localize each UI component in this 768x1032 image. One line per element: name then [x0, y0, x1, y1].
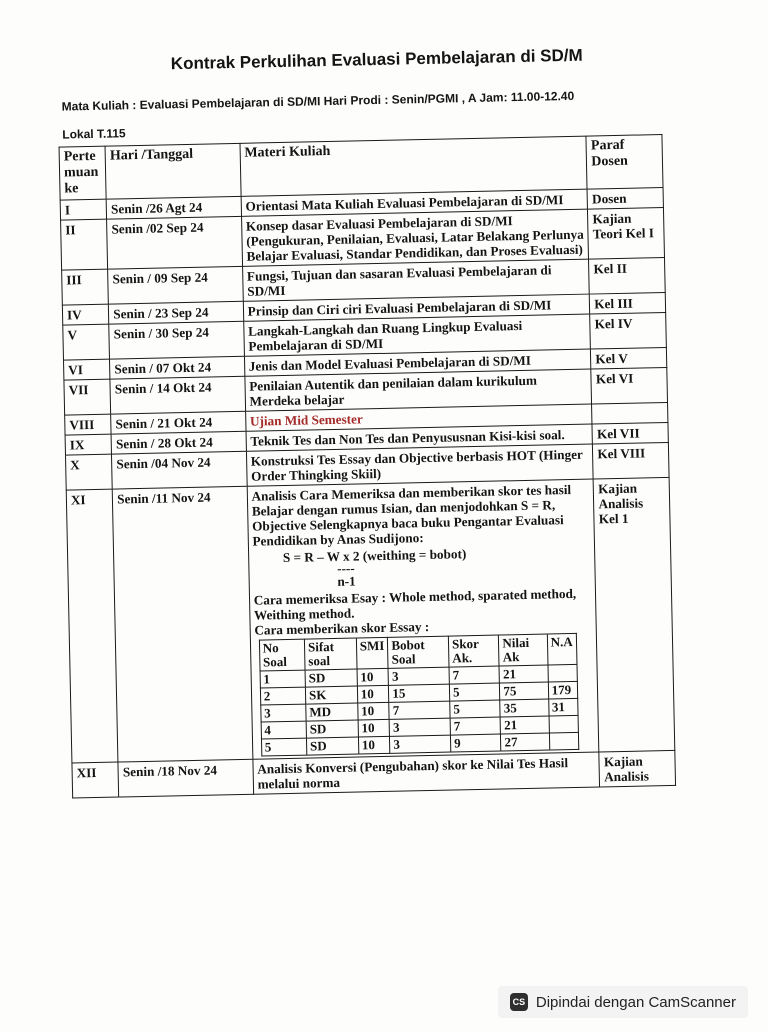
score-table [259, 633, 579, 757]
score-cell [549, 732, 578, 750]
score-cell: SK [305, 686, 357, 704]
score-cell: 2 [260, 687, 306, 705]
score-cell: SD [306, 720, 358, 738]
score-cell [548, 664, 577, 682]
score-cell: 3 [389, 718, 450, 736]
row-paraf: Kel III [590, 292, 666, 314]
row-number: XII [72, 762, 119, 798]
score-cell: 10 [357, 685, 389, 703]
row-materi-mid-exam: Ujian Mid Semester [245, 404, 592, 431]
row-number: III [62, 269, 109, 305]
score-header: Nilai Ak [499, 634, 548, 666]
schedule-table [59, 134, 677, 799]
row-number: I [60, 199, 107, 220]
row-date: Senin /18 Nov 24 [118, 759, 253, 797]
row-number: VIII [65, 414, 112, 435]
row-date: Senin /26 Agt 24 [106, 196, 241, 219]
score-cell: 10 [358, 702, 390, 720]
header-paraf: Paraf Dosen [586, 135, 663, 190]
row-date: Senin / 28 Okt 24 [111, 431, 246, 454]
score-cell: 5 [261, 738, 307, 756]
essay-method: Cara memeriksa Esay : Whole method, sparated method, Weithing method. [253, 585, 577, 623]
header-materi: Materi Kuliah [240, 136, 588, 196]
row-materi: Teknik Tes dan Non Tes dan Penyususnan Kisi-kisi soal. [246, 424, 593, 451]
row-date: Senin / 21 Okt 24 [111, 411, 246, 434]
row-number: V [63, 324, 110, 360]
camscanner-icon: CS [510, 993, 528, 1011]
row-paraf: Dosen [587, 188, 663, 210]
row-date: Senin /02 Sep 24 [107, 216, 242, 269]
score-cell: 179 [548, 681, 577, 699]
score-cell: 27 [501, 733, 550, 751]
header-pertemuan: Perte muan ke [59, 146, 106, 200]
score-cell: 3 [390, 735, 451, 753]
course-info: Mata Kuliah : Evaluasi Pembelajaran di SD/MI Hari Prodi : Senin/PGMI , A Jam: 11.00-12.40 [61, 88, 575, 114]
score-cell: SD [306, 737, 358, 755]
row-materi: Jenis dan Model Evaluasi Pembelajaran di SD/MI [244, 349, 591, 376]
row-paraf: Kel II [589, 257, 665, 294]
score-header: Bobot Soal [388, 636, 449, 668]
row-materi: Konstruksi Tes Essay dan Objective berbasis HOT (Hinger Order Thingking Skiil) [246, 444, 593, 486]
score-cell: 10 [358, 736, 390, 754]
score-cell: 4 [261, 721, 307, 739]
score-cell: 7 [450, 717, 501, 735]
score-cell: 15 [389, 684, 450, 702]
essay-score-label: Cara memberikan skor Essay : [254, 618, 430, 638]
score-cell: 9 [450, 734, 501, 752]
row-paraf: Kel VI [591, 367, 667, 404]
row-materi: Prinsip dan Ciri ciri Evaluasi Pembelajaran di SD/MI [243, 294, 590, 321]
score-cell: 7 [449, 666, 500, 684]
row-materi: Konsep dasar Evaluasi Pembelajaran di SD/MI (Pengukuran, Penilaian, Evaluasi, Latar Belakang Perlunya Belajar Evaluasi, Standar Pendidikan, dan Proses Evaluasi) [241, 209, 589, 266]
formula-denominator: n-1 [337, 573, 356, 589]
row-paraf: Kajian Teori Kel I [588, 208, 665, 260]
score-cell: 21 [500, 716, 549, 734]
row-materi: Penilaian Autentik dan penilaian dalam kurikulum Merdeka belajar [245, 369, 592, 411]
score-header: No Soal [259, 639, 305, 671]
row-paraf: Kel VIII [593, 442, 669, 479]
score-cell: 35 [500, 699, 549, 717]
score-cell: 3 [388, 667, 449, 685]
row-number: VII [64, 379, 111, 415]
camscanner-text: Dipindai dengan CamScanner [535, 993, 736, 1011]
score-cell: 75 [500, 682, 549, 700]
room-info: Lokal T.115 [62, 126, 126, 142]
row-date: Senin /11 Nov 24 [112, 486, 252, 762]
score-cell: 3 [260, 704, 306, 722]
row-number: IV [62, 304, 109, 325]
row-number: II [61, 219, 108, 270]
score-header: SMI [356, 637, 388, 669]
score-cell: 10 [358, 719, 390, 737]
row-number: VI [64, 359, 111, 380]
row-materi: Analisis Konversi (Pengubahan) skor ke Nilai Tes Hasil melalui norma [253, 752, 600, 794]
table-row [66, 477, 675, 763]
document-title: Kontrak Perkulihan Evaluasi Pembelajaran di SD/M [170, 45, 583, 74]
row-number: X [65, 454, 112, 490]
score-cell: 5 [450, 700, 501, 718]
row-paraf [592, 402, 668, 424]
row-paraf: Kel V [591, 347, 667, 369]
score-header: N.A [547, 633, 577, 665]
row-materi: Langkah-Langkah dan Ruang Lingkup Evaluasi Pembelajaran di SD/MI [243, 314, 590, 356]
score-cell: MD [306, 703, 358, 721]
row-date: Senin /04 Nov 24 [112, 451, 247, 489]
row-paraf: Kajian Analisis Kel 1 [593, 477, 674, 752]
score-cell: 1 [260, 670, 306, 688]
row-date: Senin / 07 Okt 24 [110, 356, 245, 379]
score-cell: 7 [389, 701, 450, 719]
materi-intro: Analisis Cara Memeriksa dan memberikan skor tes hasil Belajar dengan rumus Isian, dan menjodohkan S = R, Objective Selengkapnya baca buku Pengantar Evaluasi Pendidikan by Anas Sudijono: [251, 481, 572, 549]
camscanner-watermark [498, 986, 748, 1018]
row-paraf: Kajian Analisis [599, 750, 675, 787]
row-materi: Fungsi, Tujuan dan sasaran Evaluasi Pembelajaran di SD/MI [242, 259, 589, 301]
row-materi: Orientasi Mata Kuliah Evaluasi Pembelajaran di SD/MI [241, 189, 588, 216]
row-paraf: Kel IV [590, 312, 666, 349]
score-cell [549, 715, 578, 733]
row-number: IX [65, 434, 112, 455]
score-header: Skor Ak. [448, 635, 499, 667]
score-cell: 21 [499, 665, 548, 683]
row-date: Senin / 09 Sep 24 [108, 266, 243, 304]
row-date: Senin / 30 Sep 24 [109, 321, 244, 359]
row-date: Senin / 14 Okt 24 [110, 376, 245, 414]
header-tanggal: Hari /Tanggal [105, 143, 241, 199]
score-cell: 10 [357, 668, 389, 686]
row-date: Senin / 23 Sep 24 [109, 301, 244, 324]
row-materi-xi [247, 479, 599, 759]
score-cell: SD [305, 669, 357, 687]
formula: S = R – W x 2 (weithing = bobot) [282, 546, 467, 566]
score-cell: 5 [449, 683, 500, 701]
row-number: XI [66, 489, 118, 763]
formula-dash: ---- [336, 560, 355, 576]
score-cell: 31 [548, 698, 577, 716]
score-header: Sifat soal [304, 638, 356, 670]
row-paraf: Kel VII [592, 422, 668, 444]
